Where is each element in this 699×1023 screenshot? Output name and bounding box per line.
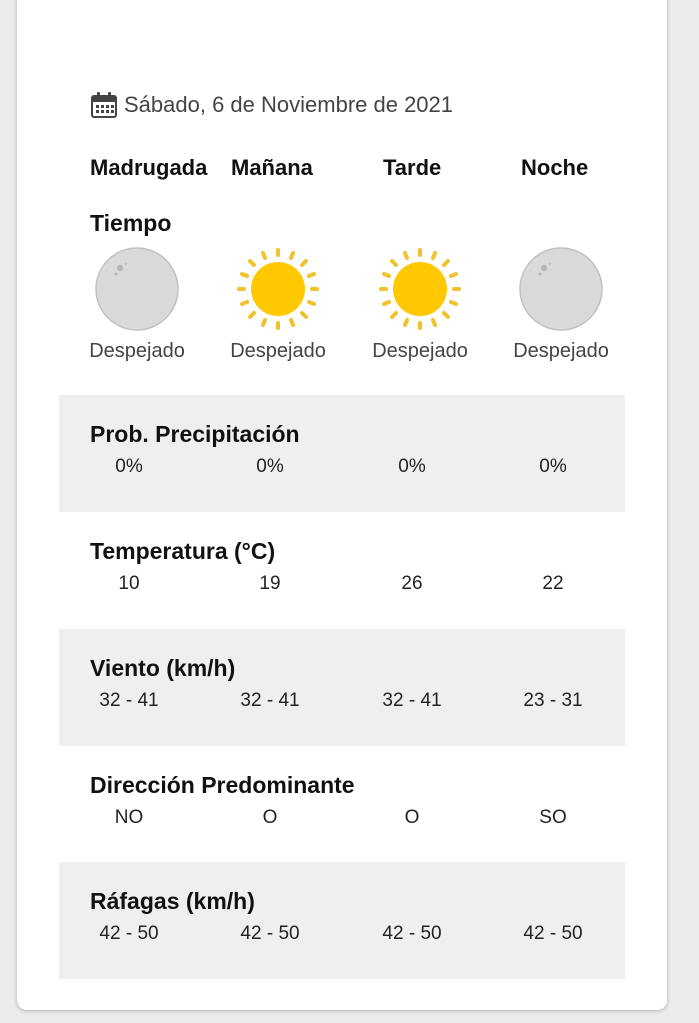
row-direction — [59, 746, 625, 863]
row-value: 0% — [539, 456, 567, 477]
row-precipitation — [59, 395, 625, 512]
weather-manana — [223, 244, 333, 363]
row-title: Prob. Precipitación — [90, 421, 300, 447]
weather-desc: Despejado — [230, 340, 326, 362]
weather-desc: Despejado — [513, 340, 609, 362]
row-title: Ráfagas (km/h) — [90, 888, 255, 914]
moon-icon — [516, 244, 606, 334]
weather-desc: Despejado — [89, 340, 185, 362]
row-value: 0% — [398, 456, 426, 477]
moon-icon — [92, 244, 182, 334]
row-value: 0% — [256, 456, 284, 477]
row-value: 10 — [118, 573, 140, 594]
row-wind — [59, 629, 625, 746]
row-value: 23 - 31 — [523, 690, 583, 711]
row-title: Dirección Predominante — [90, 772, 355, 798]
row-temperature — [59, 512, 625, 629]
row-value: SO — [539, 807, 567, 828]
row-title: Viento (km/h) — [90, 655, 236, 681]
row-value: 22 — [542, 573, 564, 594]
weather-noche — [506, 244, 616, 363]
weather-madrugada — [82, 244, 192, 363]
weather-tarde — [365, 244, 475, 363]
row-value: NO — [114, 807, 144, 828]
row-value: 26 — [401, 573, 423, 594]
row-value: O — [262, 807, 278, 828]
row-value: 19 — [259, 573, 281, 594]
row-value: 32 - 41 — [99, 690, 159, 711]
row-value: 32 - 41 — [240, 690, 300, 711]
date-text: Sábado, 6 de Noviembre de 2021 — [124, 92, 454, 117]
period-manana: Mañana — [231, 155, 313, 180]
row-value: 42 - 50 — [240, 923, 300, 944]
row-value: 32 - 41 — [382, 690, 442, 711]
calendar-icon — [90, 91, 118, 119]
row-gusts — [59, 862, 625, 979]
period-noche: Noche — [521, 155, 589, 180]
row-value: 42 - 50 — [99, 923, 159, 944]
period-tarde: Tarde — [383, 155, 442, 180]
sun-icon — [233, 244, 323, 334]
row-title: Temperatura (°C) — [90, 538, 276, 564]
row-value: 0% — [115, 456, 143, 477]
row-value: 42 - 50 — [523, 923, 583, 944]
period-madrugada: Madrugada — [90, 155, 208, 180]
weather-desc: Despejado — [372, 340, 468, 362]
period-headers — [0, 155, 699, 185]
row-value: O — [404, 807, 420, 828]
sun-icon — [375, 244, 465, 334]
row-value: 42 - 50 — [382, 923, 442, 944]
weather-label: Tiempo — [90, 210, 172, 236]
date-header — [90, 88, 453, 122]
